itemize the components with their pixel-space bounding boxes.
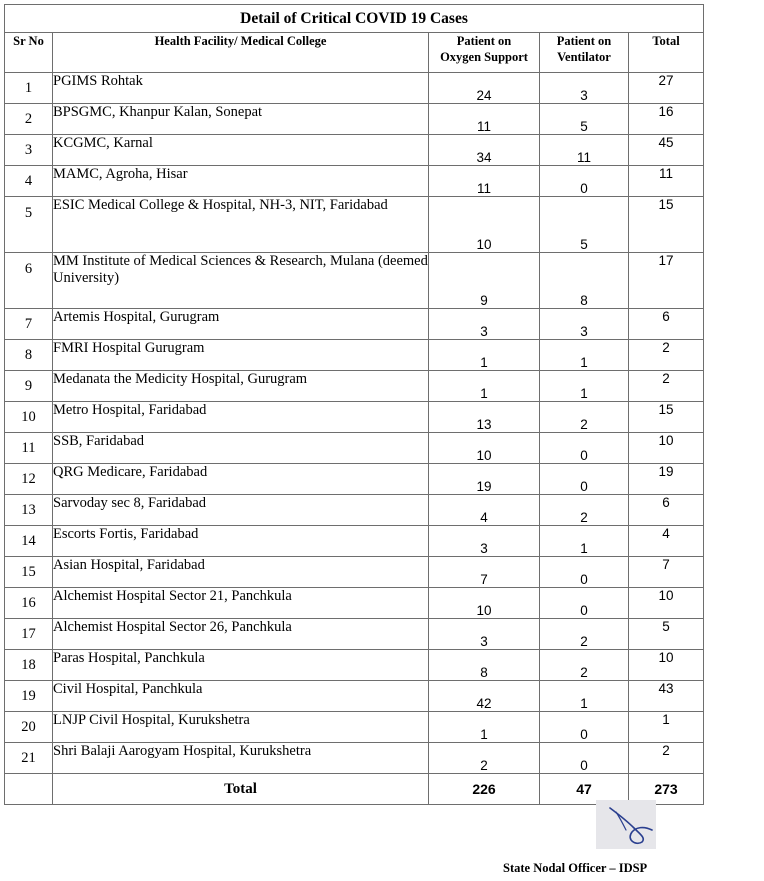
facility-cell: Alchemist Hospital Sector 26, Panchkula [53,619,429,650]
ventilator-cell: 0 [540,433,629,464]
table-row [5,681,704,712]
facility-cell: KCGMC, Karnal [53,135,429,166]
oxygen-cell: 2 [429,743,540,774]
facility-cell: MAMC, Agroha, Hisar [53,166,429,197]
total-cell: 6 [629,495,704,526]
header-facility: Health Facility/ Medical College [53,33,429,73]
ventilator-cell: 8 [540,253,629,309]
oxygen-cell: 11 [429,166,540,197]
sr-no-cell: 3 [5,135,53,166]
table-row [5,588,704,619]
ventilator-cell: 3 [540,73,629,104]
header-oxygen-line1: Patient on [456,34,512,48]
total-cell: 16 [629,104,704,135]
sr-no-cell: 19 [5,681,53,712]
table-row [5,340,704,371]
sr-no-cell: 14 [5,526,53,557]
header-oxygen-line2: Oxygen Support [440,50,528,64]
table-row [5,495,704,526]
ventilator-cell: 1 [540,340,629,371]
oxygen-cell: 34 [429,135,540,166]
sr-no-cell: 15 [5,557,53,588]
table-row [5,371,704,402]
table-row [5,619,704,650]
total-cell: 10 [629,650,704,681]
header-sr-no: Sr No [5,33,53,73]
table-row [5,166,704,197]
table-row [5,464,704,495]
ventilator-cell: 1 [540,371,629,402]
oxygen-cell: 3 [429,309,540,340]
header-ventilator-line2: Ventilator [557,50,611,64]
total-cell: 2 [629,340,704,371]
ventilator-cell: 2 [540,402,629,433]
oxygen-cell: 8 [429,650,540,681]
table-row [5,197,704,253]
total-cell: 15 [629,402,704,433]
facility-cell: Sarvoday sec 8, Faridabad [53,495,429,526]
total-cell: 10 [629,433,704,464]
header-oxygen [429,33,540,73]
table-row [5,309,704,340]
oxygen-cell: 10 [429,588,540,619]
signature-scribble [596,800,656,849]
table-row [5,650,704,681]
facility-cell: Asian Hospital, Faridabad [53,557,429,588]
total-cell: 5 [629,619,704,650]
table-row [5,433,704,464]
sr-no-cell: 6 [5,253,53,309]
table-row [5,712,704,743]
critical-cases-table [4,4,704,805]
sr-no-cell: 4 [5,166,53,197]
oxygen-cell: 11 [429,104,540,135]
sr-no-cell: 13 [5,495,53,526]
total-label: Total [53,774,429,805]
oxygen-cell: 1 [429,340,540,371]
total-cell: 43 [629,681,704,712]
total-cell: 27 [629,73,704,104]
oxygen-cell: 42 [429,681,540,712]
facility-cell: QRG Medicare, Faridabad [53,464,429,495]
table-row [5,743,704,774]
signatory-title: State Nodal Officer – IDSP [503,861,648,875]
ventilator-cell: 0 [540,712,629,743]
table-row [5,402,704,433]
table-body [5,73,704,774]
oxygen-cell: 9 [429,253,540,309]
facility-cell: BPSGMC, Khanpur Kalan, Sonepat [53,104,429,135]
sr-no-cell: 9 [5,371,53,402]
total-cell: 4 [629,526,704,557]
ventilator-cell: 3 [540,309,629,340]
total-cell: 2 [629,743,704,774]
sr-no-cell: 16 [5,588,53,619]
total-cell: 17 [629,253,704,309]
sr-no-cell: 18 [5,650,53,681]
ventilator-cell: 2 [540,619,629,650]
facility-cell: Metro Hospital, Faridabad [53,402,429,433]
oxygen-cell: 3 [429,619,540,650]
oxygen-cell: 1 [429,371,540,402]
total-oxygen: 226 [429,774,540,805]
oxygen-cell: 10 [429,197,540,253]
table-row [5,526,704,557]
total-ventilator: 47 [540,774,629,805]
oxygen-cell: 13 [429,402,540,433]
facility-cell: MM Institute of Medical Sciences & Research, Mulana (deemed University) [53,253,429,309]
oxygen-cell: 3 [429,526,540,557]
signature-image [596,800,656,849]
ventilator-cell: 0 [540,464,629,495]
ventilator-cell: 1 [540,681,629,712]
oxygen-cell: 7 [429,557,540,588]
total-row-empty-cell [5,774,53,805]
facility-cell: LNJP Civil Hospital, Kurukshetra [53,712,429,743]
sr-no-cell: 20 [5,712,53,743]
total-cell: 11 [629,166,704,197]
sr-no-cell: 7 [5,309,53,340]
table-row [5,104,704,135]
ventilator-cell: 5 [540,104,629,135]
ventilator-cell: 2 [540,650,629,681]
table-row [5,253,704,309]
ventilator-cell: 0 [540,557,629,588]
sr-no-cell: 8 [5,340,53,371]
total-cell: 19 [629,464,704,495]
header-total: Total [629,33,704,73]
facility-cell: FMRI Hospital Gurugram [53,340,429,371]
ventilator-cell: 5 [540,197,629,253]
facility-cell: Civil Hospital, Panchkula [53,681,429,712]
sr-no-cell: 5 [5,197,53,253]
ventilator-cell: 11 [540,135,629,166]
sr-no-cell: 11 [5,433,53,464]
facility-cell: PGIMS Rohtak [53,73,429,104]
total-cell: 45 [629,135,704,166]
facility-cell: SSB, Faridabad [53,433,429,464]
facility-cell: Shri Balaji Aarogyam Hospital, Kurukshetra [53,743,429,774]
sr-no-cell: 2 [5,104,53,135]
total-total: 273 [629,774,704,805]
total-cell: 15 [629,197,704,253]
facility-cell: ESIC Medical College & Hospital, NH-3, NIT, Faridabad [53,197,429,253]
total-cell: 2 [629,371,704,402]
oxygen-cell: 19 [429,464,540,495]
sr-no-cell: 17 [5,619,53,650]
facility-cell: Escorts Fortis, Faridabad [53,526,429,557]
ventilator-cell: 0 [540,743,629,774]
facility-cell: Medanata the Medicity Hospital, Gurugram [53,371,429,402]
ventilator-cell: 2 [540,495,629,526]
header-ventilator [540,33,629,73]
table-row [5,135,704,166]
total-cell: 1 [629,712,704,743]
table-row [5,73,704,104]
total-cell: 7 [629,557,704,588]
sr-no-cell: 1 [5,73,53,104]
oxygen-cell: 1 [429,712,540,743]
oxygen-cell: 24 [429,73,540,104]
sr-no-cell: 10 [5,402,53,433]
oxygen-cell: 4 [429,495,540,526]
oxygen-cell: 10 [429,433,540,464]
total-cell: 6 [629,309,704,340]
ventilator-cell: 0 [540,588,629,619]
table-title: Detail of Critical COVID 19 Cases [5,5,704,33]
sr-no-cell: 21 [5,743,53,774]
total-cell: 10 [629,588,704,619]
ventilator-cell: 0 [540,166,629,197]
facility-cell: Artemis Hospital, Gurugram [53,309,429,340]
facility-cell: Alchemist Hospital Sector 21, Panchkula [53,588,429,619]
table-row [5,557,704,588]
header-ventilator-line1: Patient on [556,34,612,48]
facility-cell: Paras Hospital, Panchkula [53,650,429,681]
sr-no-cell: 12 [5,464,53,495]
ventilator-cell: 1 [540,526,629,557]
